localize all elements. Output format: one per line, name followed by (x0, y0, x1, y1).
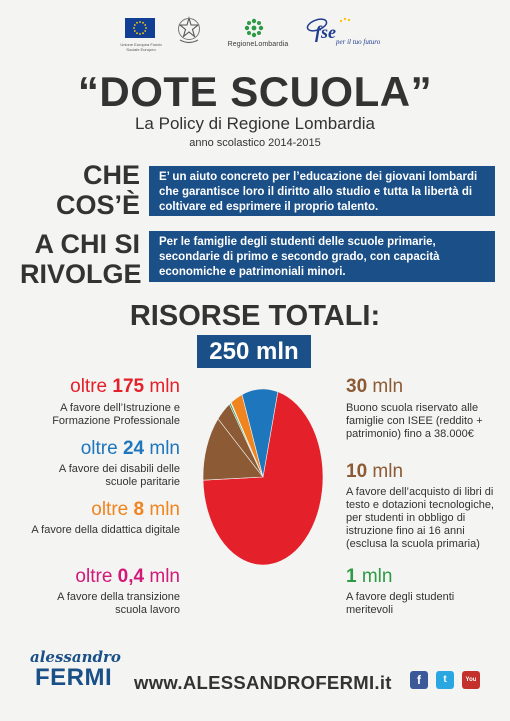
eu-logo-caption: Unione Europea Fondo Sociale Europeo (120, 42, 162, 52)
amount-unit: mln (144, 499, 180, 520)
school-year: anno scolastico 2014-2015 (189, 137, 321, 149)
amount-value: 24 (122, 438, 145, 459)
amount-prefix: oltre (80, 438, 123, 459)
amount-unit: mln (367, 461, 404, 482)
amount-value: 175 (112, 376, 145, 397)
website-link[interactable]: www.ALESSANDROFERMI.it (134, 672, 392, 693)
resource-desc-books: A favore dell’acquisto di libri di testo e dotazioni tecnologiche, per studenti in obbligo di istruzione fino ai 16 anni (esclusa la scuola primaria) (346, 486, 494, 550)
resource-amount-transition (25, 566, 180, 588)
section-label-line: COS’È (55, 190, 140, 220)
twitter-icon[interactable]: t (436, 671, 454, 689)
amount-prefix: oltre (91, 499, 134, 520)
fse-tagline: per il tuo futuro (336, 38, 381, 46)
amount-unit: mln (144, 376, 180, 397)
resource-desc-disabled: A favore dei disabili delle scuole paritarie (58, 463, 180, 488)
amount-unit: mln (367, 376, 404, 397)
amount-value: 10 (346, 461, 368, 482)
amount-unit: mln (356, 566, 393, 587)
section-label-line: A CHI SI (34, 229, 140, 259)
resource-amount-voucher (346, 376, 403, 398)
amount-value: 1 (346, 566, 357, 587)
section-label-line: RIVOLGE (20, 259, 142, 289)
amount-value: 0,4 (117, 566, 145, 587)
regione-lombardia-mark (244, 18, 264, 38)
section-label-line: CHE (82, 160, 140, 190)
resources-heading: RISORSE TOTALI: (129, 300, 381, 332)
resource-amount-disabled (35, 438, 180, 460)
amount-prefix: oltre (75, 566, 118, 587)
resource-amount-digital (35, 499, 180, 521)
brand-last-name: FERMI (35, 664, 113, 691)
resources-total: 250 mln (197, 335, 311, 368)
page-subtitle: La Policy di Regione Lombardia (134, 114, 376, 133)
resource-desc-transition: A favore della transizione scuola lavoro (57, 591, 180, 616)
brand-first-name: alessandro (30, 648, 121, 666)
resource-amount-books (346, 461, 403, 483)
page-title: “DOTE SCUOLA” (77, 68, 433, 115)
youtube-icon[interactable]: You (462, 671, 480, 689)
resource-desc-merit: A favore degli studenti meritevoli (346, 591, 455, 616)
regione-lombardia-label: RegioneLombardia (227, 41, 289, 48)
resource-amount-vocational (35, 376, 180, 398)
resource-amount-merit (346, 566, 392, 588)
amount-unit: mln (144, 566, 180, 587)
resource-desc-digital: A favore della didattica digitale (31, 524, 180, 536)
section-label-who (20, 229, 140, 289)
italian-republic-emblem (176, 16, 202, 46)
resource-desc-voucher: Buono scuola riservato alle famiglie con ISEE (reddito + patrimonio) fino a 38.000€ (346, 402, 483, 440)
amount-value: 8 (133, 499, 145, 520)
resources-pie-chart (198, 385, 328, 570)
fse-mark: fse (315, 22, 336, 42)
eu-flag-logo (125, 18, 155, 38)
amount-prefix: oltre (70, 376, 113, 397)
who-description-box: Per le famiglie degli studenti delle scuole primarie, secondarie di primo e secondo grado, con capacità economiche e patrimoniali minori. (149, 231, 495, 282)
facebook-icon[interactable]: f (410, 671, 428, 689)
what-description-box: E’ un aiuto concreto per l’educazione dei giovani lombardi che garantisce loro il diritto allo studio e tutta la libertà di coltivare ed esprimere il proprio talento. (149, 166, 495, 216)
resource-desc-vocational: A favore dell’Istruzione e Formazione Professionale (52, 402, 180, 427)
amount-value: 30 (346, 376, 368, 397)
amount-unit: mln (144, 438, 180, 459)
section-label-what (40, 160, 140, 220)
